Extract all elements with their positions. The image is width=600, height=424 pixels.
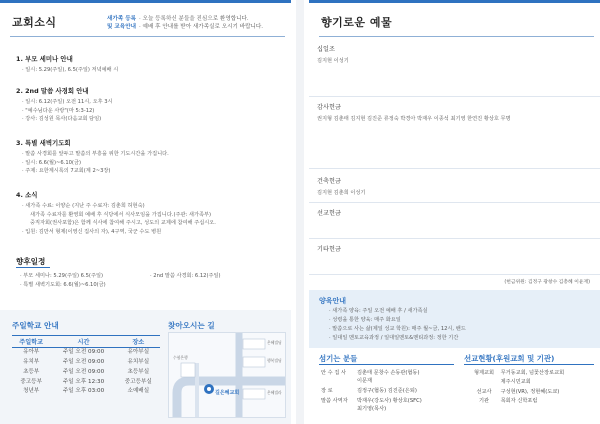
directions-map [168, 332, 286, 418]
cell-place: 중고등부실 [124, 378, 152, 385]
table-row [12, 358, 160, 368]
schedule-title-underline [16, 267, 50, 268]
offering-names: 김지현 김춘희 이성기 [317, 190, 366, 196]
nurture-item: · 새가족 양육: 주일 오전 예배 후 / 새가족실 [329, 308, 428, 314]
section-line: · 입원: 김만서 형제(이영신 집사의 자), 4구역, 국군 수도 병원 [22, 228, 162, 235]
cell-place: 소예배실 [127, 388, 150, 395]
missions-title: 선교현황(후원교회 및 기관) [464, 354, 555, 363]
section-line: · 강사: 김성원 목사(다음교회 담임) [22, 116, 102, 123]
table-row [12, 377, 160, 387]
left-page [0, 0, 291, 424]
table-row [12, 348, 160, 358]
offering-names: 권지형 김춘태 김지현 김진준 류정숙 박경아 박재우 이종석 최기영 한연진 황상호 무명 [317, 116, 511, 122]
servant-role: 안 수 집 사 [321, 370, 346, 376]
mission-role: 기관 [478, 398, 490, 404]
mission-names: 구성현(VR), 정현혜(도쿄) [500, 389, 560, 395]
title-divider [10, 36, 285, 37]
notice-text-line2: · 예배 후 안내를 받아 새가족실로 오시기 바랍니다. [139, 24, 264, 31]
servant-role: 장 로 [321, 388, 333, 394]
mission-row [469, 397, 537, 404]
section-line: · 말씀 사경회를 앞두고 말씀의 부흥을 위한 기도시간을 가집니다. [22, 151, 169, 157]
offering-tithe [317, 44, 349, 64]
page-title-offerings: 향기로운 예물 [321, 16, 393, 29]
section-title: 1. 부모 세미나 안내 [16, 55, 73, 63]
servant-row [321, 377, 372, 384]
offering-divider [309, 168, 600, 169]
directions-title: 찾아오시는 길 [168, 321, 215, 330]
nurture-title: 양육안내 [319, 297, 347, 305]
section-line: · "예수님다운 사랑"(마 5:3-12) [22, 107, 95, 114]
sunday-school-title: 주일학교 안내 [12, 321, 59, 330]
servants-underline [319, 364, 454, 365]
page-gutter [296, 0, 304, 424]
top-accent-bar [0, 0, 291, 3]
cell-school: 초등부 [23, 368, 40, 375]
section-line: · 일시: 5.29(주일), 6.5(주일) 저녁예배 시 [22, 67, 119, 73]
servant-row [321, 397, 422, 404]
page-title-news: 교회소식 [12, 16, 57, 29]
offering-divider [309, 202, 600, 203]
section-line: · 일시: 6.12(주일) 오전 11시, 오후 3시 [22, 99, 113, 105]
missions-underline [464, 364, 594, 365]
servant-row [321, 405, 386, 412]
map-label-building: 은혜빌라 [267, 390, 282, 395]
table-row [12, 387, 160, 397]
servant-names: 최기영(목사) [357, 406, 387, 412]
mission-names: 목회자 신학포럼 [500, 398, 538, 404]
cell-time: 주일 오전 09:00 [62, 368, 105, 375]
col-header-school: 주일학교 [12, 336, 50, 348]
mission-row [469, 378, 531, 385]
section-line: · 일시: 6.6(월)~6.10(금) [22, 159, 81, 166]
schedule-item: · 부모 세미나: 5.29(주일) 6.5(주일) [20, 273, 103, 279]
title-divider [319, 36, 594, 37]
section-line: 새가족 수료자를 환영회 예배 후 식당에서 식사모임을 가집니다.(주관: 새가족부) [30, 211, 211, 218]
notice-label [96, 15, 136, 32]
cell-time: 주일 오후 03:00 [62, 388, 105, 395]
offering-building [317, 176, 365, 196]
offering-divider [309, 238, 600, 239]
news-section-3 [16, 138, 169, 176]
mission-row [469, 388, 559, 395]
news-section-4 [16, 190, 216, 236]
offering-committee-note: (헌금위원: 김정구 광창수 김총혜 이윤재) [504, 280, 590, 285]
cell-school: 유아부 [23, 349, 40, 356]
table-row [12, 368, 160, 378]
section-line: 중직자회(권사포함)은 함께 식사에 참여해 주시고, 성도의 교제에 참여해 주십시오. [30, 220, 216, 227]
servants-title: 섬기는 분들 [319, 354, 358, 363]
map-label-building: 수협은행 [173, 355, 188, 360]
notice-label-line1: 새가족 등록 [107, 16, 136, 22]
top-accent-bar [309, 0, 600, 3]
servant-names: 김정구(협동) 김진준(은퇴) [357, 388, 417, 394]
offering-label: 선교헌금 [317, 210, 341, 217]
section-title: 3. 특별 새벽기도회 [16, 139, 71, 147]
mission-names: 제주시민교회 [500, 379, 531, 385]
sunday-school-table [12, 335, 160, 397]
mission-role: 형제교회 [473, 370, 495, 376]
mission-row [469, 369, 564, 376]
servant-row [321, 387, 417, 394]
offering-label: 십일조 [317, 46, 335, 53]
col-header-place: 장소 [117, 336, 160, 348]
section-title: 2. 2nd 말씀 사경회 안내 [16, 87, 89, 95]
cell-place: 유아부실 [127, 349, 150, 356]
offering-divider [309, 274, 600, 275]
notice-text-line1: · 오늘 등록하신 분들을 진심으로 환영합니다. [139, 16, 249, 22]
servant-names: 이문재 [357, 378, 373, 384]
cell-place: 유치부실 [127, 358, 150, 365]
col-header-time: 시간 [50, 336, 116, 348]
cell-time: 주일 오후 12:30 [62, 378, 105, 385]
offering-mission [317, 208, 341, 221]
offering-other [317, 244, 341, 257]
offering-thanks [317, 102, 511, 122]
section-line: · 새가족 수료: 이양순 (지난 주 수료자: 김춘희 허현숙) [22, 203, 145, 209]
nurture-item: · 말씀으로 사는 삶(제일 성교 학원): 매주 월~금, 12시, 밴드 [329, 326, 466, 332]
cell-school: 유치부 [23, 358, 40, 365]
mission-role: 선교사 [476, 389, 492, 395]
map-label-building: 은혜빌딩 [267, 340, 282, 345]
offering-label: 기타헌금 [317, 246, 341, 253]
cell-school: 청년부 [23, 388, 40, 395]
servant-role: 말씀 사역자 [321, 398, 348, 404]
right-page [309, 0, 600, 424]
cell-place: 초등부실 [127, 368, 150, 375]
schedule-title: 향후일정 [16, 257, 46, 266]
mission-names: 무거동교회, 넘꽃산장로교회 [500, 370, 565, 376]
offering-divider [309, 96, 600, 97]
cell-school: 중고등부 [20, 378, 42, 385]
section-title: 4. 소식 [16, 191, 38, 199]
offering-label: 감사헌금 [317, 104, 341, 111]
map-label-building: 행복빌딩 [267, 358, 282, 363]
schedule-list [20, 272, 106, 289]
nurture-item: · 성령을 통한 양육: 매주 화요일 [329, 317, 401, 323]
servant-names: 김춘태 문창수 손동관(협동) [357, 370, 420, 376]
notice-text [139, 15, 263, 32]
offering-label: 건축헌금 [317, 178, 341, 185]
news-section-2 [16, 86, 113, 124]
map-label-church: 길은혜교회 [215, 390, 240, 396]
cell-time: 주일 오전 09:00 [62, 358, 105, 365]
news-section-1 [16, 54, 118, 75]
servant-names: 박재우(강도사) 황상호(SFC) [357, 398, 422, 404]
schedule-item: · 특별 새벽기도회: 6.6(월)~6.10(금) [20, 281, 106, 288]
servant-row [321, 369, 419, 376]
offering-names: 김지현 이성기 [317, 58, 349, 64]
schedule-item-right: · 2nd 말씀 사경회: 6.12(주일) [150, 273, 221, 279]
nurture-item: · 일대일 멘토교육과정 / 일대일멘토&멘티과정: 정한 기간 [329, 335, 459, 341]
cell-time: 주일 오전 09:00 [62, 349, 105, 356]
section-line: · 주제: 요한계시록의 7교회(계 2~3장) [22, 168, 111, 175]
notice-label-line2: 및 교육안내 [107, 24, 136, 31]
